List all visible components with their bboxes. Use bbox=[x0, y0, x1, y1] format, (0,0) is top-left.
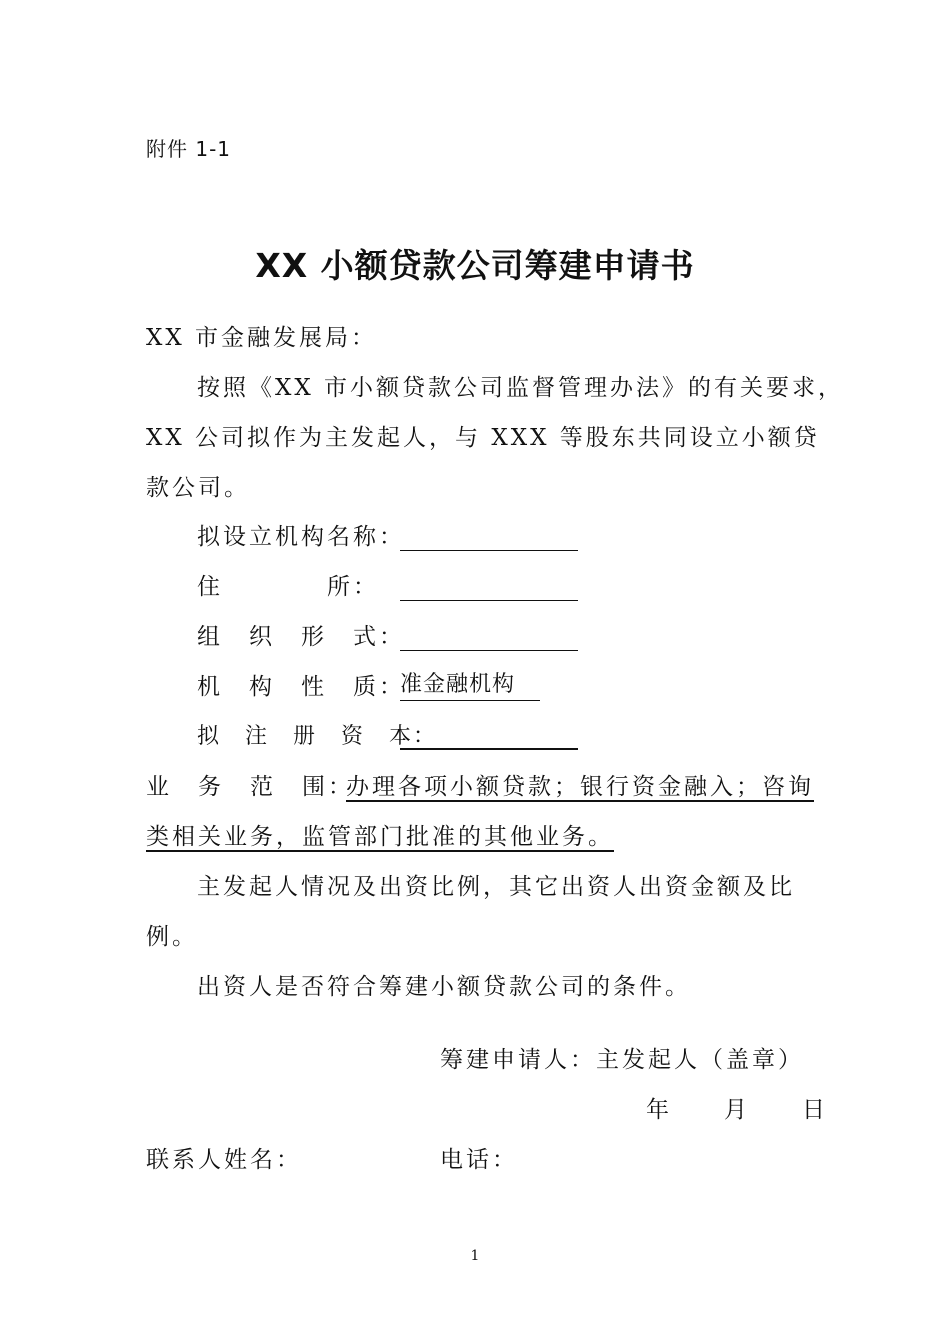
field-value-institution-name bbox=[400, 520, 578, 551]
date-line: 年 月 日 bbox=[646, 1097, 828, 1123]
attachment-label: 附件 1-1 bbox=[146, 137, 232, 161]
field-value-organization-form bbox=[400, 620, 578, 651]
field-label-address: 住 所： bbox=[197, 574, 379, 600]
business-scope-line-1: 办理各项小额贷款；银行资金融入；咨询 bbox=[346, 774, 814, 800]
page-number: 1 bbox=[470, 1248, 480, 1264]
paragraph-1-line-3: 款公司。 bbox=[146, 475, 250, 501]
field-label-organization-form: 组 织 形 式： bbox=[197, 624, 405, 650]
promoter-paragraph-line-1: 主发起人情况及出资比例，其它出资人出资金额及比 bbox=[197, 874, 795, 900]
field-value-registered-capital bbox=[400, 718, 578, 750]
field-label-registered-capital: 拟 注 册 资 本： bbox=[197, 724, 438, 749]
document-title: XX 小额贷款公司筹建申请书 bbox=[255, 246, 695, 285]
applicant-signature-line: 筹建申请人：主发起人（盖章） bbox=[440, 1047, 804, 1073]
investor-condition-paragraph: 出资人是否符合筹建小额贷款公司的条件。 bbox=[197, 974, 691, 1000]
paragraph-1-line-1: 按照《XX 市小额贷款公司监督管理办法》的有关要求， bbox=[197, 375, 845, 401]
field-label-institution-name: 拟设立机构名称： bbox=[197, 524, 405, 550]
business-scope-line-2: 类相关业务，监管部门批准的其他业务。 bbox=[146, 824, 614, 850]
paragraph-1-line-2: XX 公司拟作为主发起人，与 XXX 等股东共同设立小额贷 bbox=[146, 425, 820, 451]
field-label-institution-nature: 机 构 性 质： bbox=[197, 674, 405, 700]
recipient-line: XX 市金融发展局： bbox=[146, 325, 378, 351]
contact-phone-label: 电话： bbox=[440, 1147, 518, 1173]
promoter-paragraph-line-2: 例。 bbox=[146, 924, 198, 950]
field-value-address bbox=[400, 570, 578, 601]
contact-name-label: 联系人姓名： bbox=[146, 1147, 302, 1173]
business-scope-label: 业 务 范 围： bbox=[146, 774, 354, 800]
field-value-institution-nature: 准金融机构 bbox=[400, 670, 540, 701]
